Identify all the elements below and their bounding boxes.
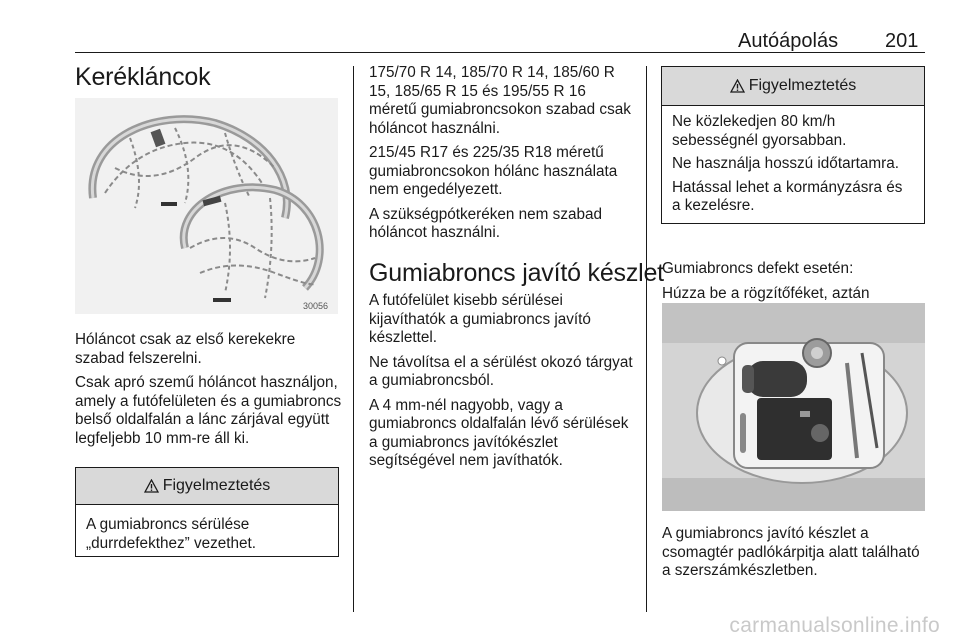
page-number: 201 — [885, 30, 919, 52]
warning-header — [76, 468, 338, 505]
section-heading-snow-chains: Kerékláncok — [75, 63, 211, 91]
paragraph: A futófelület kisebb sérülései kijavíthatók a gumiabroncs javító készlettel. — [369, 292, 591, 346]
paragraph: Hóláncot csak az első kerekekre szabad felszerelni. — [75, 331, 296, 367]
section-heading-repair-kit: Gumiabroncs javító készlet — [369, 259, 664, 287]
snow-chain-drawing — [75, 98, 338, 314]
repair-kit-drawing — [662, 303, 925, 511]
paragraph: 175/70 R 14, 185/70 R 14, 185/60 R 15, 185/65 R 15 és 195/55 R 16 méretű gumiabroncsokon szabad csak hóláncot használni. — [369, 64, 631, 137]
middle-body-text-2 — [369, 292, 635, 477]
photo-caption — [662, 525, 928, 587]
snow-chain-illustration — [75, 98, 338, 314]
paragraph: Gumiabroncs defekt esetén: — [662, 260, 854, 277]
warning-body — [76, 505, 338, 553]
warning-body — [662, 106, 924, 216]
running-header-title: Autóápolás — [738, 30, 839, 52]
warning-line: Hatással lehet a kormányzásra és a kezelésre. — [672, 178, 903, 214]
watermark: carmanualsonline.info — [729, 614, 940, 637]
warning-triangle-icon — [730, 79, 745, 93]
paragraph: Ne távolítsa el a sérülést okozó tárgyat a gumiabroncsból. — [369, 353, 633, 389]
paragraph: Csak apró szemű hóláncot használjon, amely a futófelületen és a gumiabroncs belső oldalfalán a lánc zárjával együtt legfeljebb 10 mm-re áll ki. — [75, 374, 342, 447]
warning-triangle-icon — [144, 479, 159, 493]
warning-title: Figyelmeztetés — [748, 77, 857, 94]
warning-line: Ne használja hosszú időtartamra. — [672, 155, 900, 172]
warning-box-right — [661, 66, 925, 224]
warning-text: A gumiabroncs sérülése „durrdefekthez” vezethet. — [86, 516, 257, 552]
middle-body-text — [369, 64, 635, 249]
header-rule — [75, 52, 925, 53]
column-divider-right — [646, 66, 647, 612]
figure-number: 30056 — [303, 301, 329, 311]
caption-text: A gumiabroncs javító készlet a csomagtér padlókárpitja alatt található a szerszámkészletben. — [662, 525, 920, 579]
paragraph: A szükségpótkeréken nem szabad hóláncot használni. — [369, 205, 602, 241]
warning-header — [662, 67, 924, 106]
paragraph: 215/45 R17 és 225/35 R18 méretű gumiabroncsokon hólánc használata nem engedélyezett. — [369, 144, 618, 198]
left-body-text — [75, 331, 343, 454]
warning-title: Figyelmeztetés — [162, 477, 271, 494]
paragraph: A 4 mm-nél nagyobb, vagy a gumiabroncs oldalfalán lévő sérülések a gumiabroncs javítókészlet segítségével nem javíthatók. — [369, 396, 629, 469]
repair-kit-photo — [662, 303, 925, 511]
warning-box-left — [75, 467, 339, 557]
column-divider-left — [353, 66, 354, 612]
warning-line: Ne közlekedjen 80 km/h sebességnél gyorsabban. — [672, 113, 847, 149]
paragraph: Húzza be a rögzítőféket, aztán — [662, 284, 870, 302]
